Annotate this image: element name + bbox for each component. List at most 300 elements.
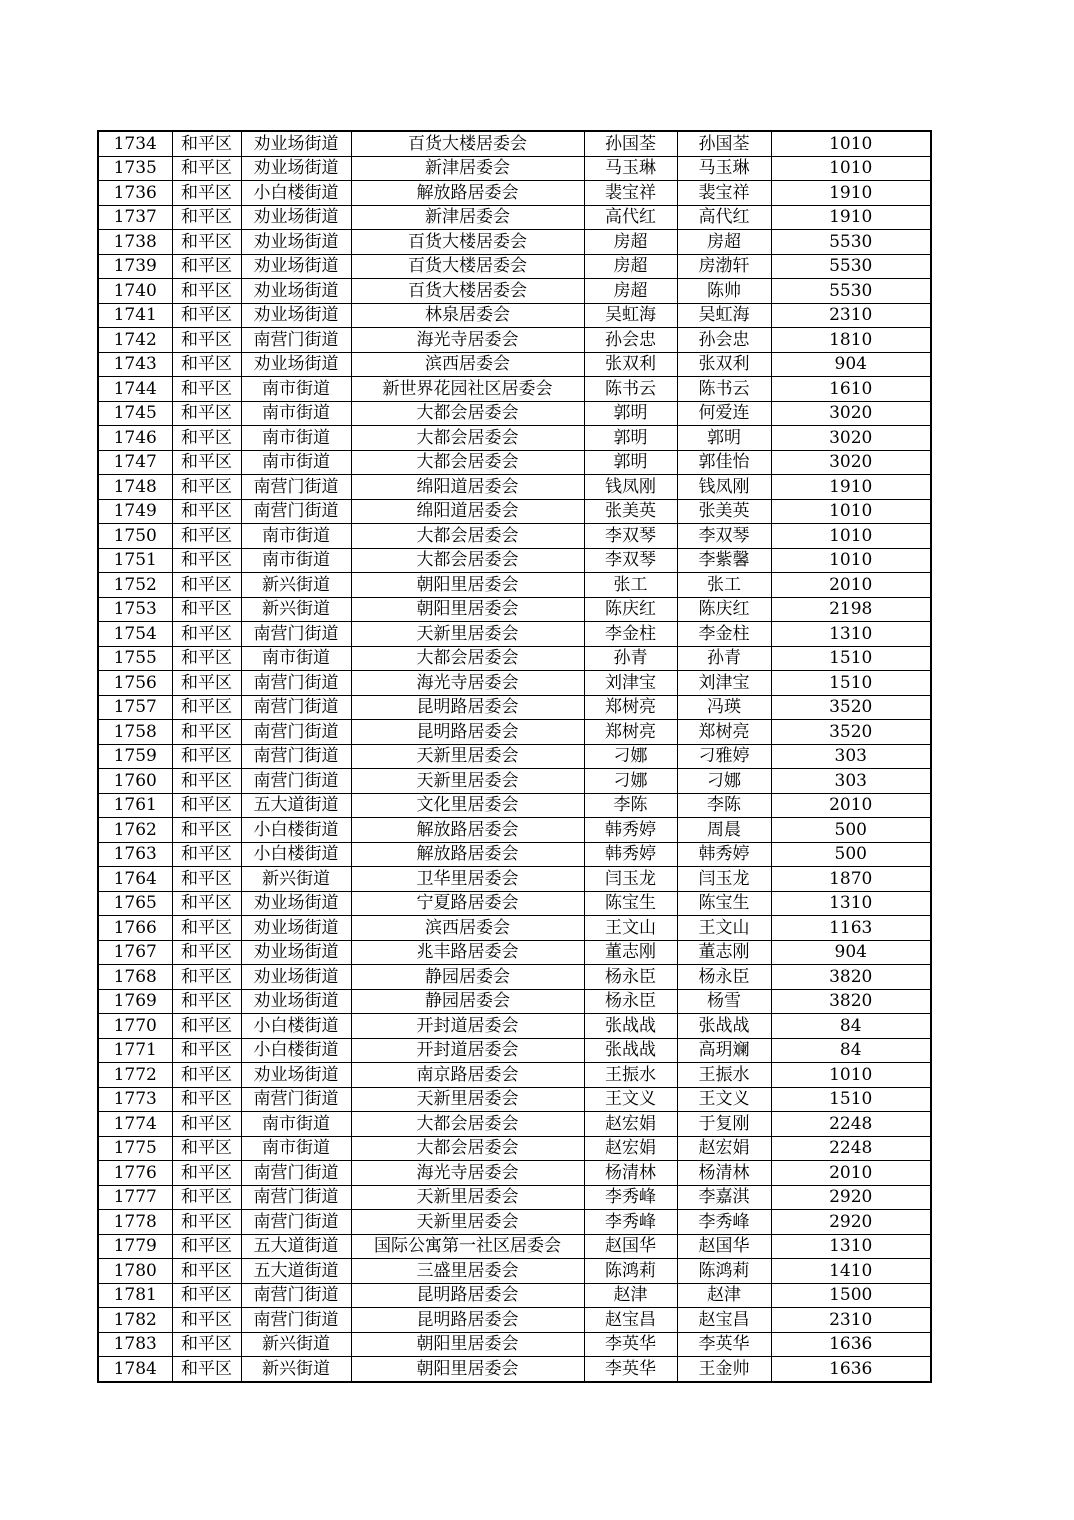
amount-cell: 1500 <box>771 1283 931 1308</box>
district-cell: 和平区 <box>172 769 241 794</box>
district-cell: 和平区 <box>172 622 241 647</box>
street-cell: 南市街道 <box>241 524 351 549</box>
applicant-cell: 马玉琳 <box>584 156 677 181</box>
row-number-cell: 1776 <box>98 1161 172 1186</box>
member-cell: 陈帅 <box>677 279 771 304</box>
table-row <box>98 793 931 818</box>
committee-cell: 大都会居委会 <box>351 450 584 475</box>
member-cell: 李英华 <box>677 1332 771 1357</box>
district-cell: 和平区 <box>172 328 241 353</box>
street-cell: 南市街道 <box>241 646 351 671</box>
district-cell: 和平区 <box>172 916 241 941</box>
street-cell: 小白楼街道 <box>241 181 351 206</box>
committee-cell: 新津居委会 <box>351 205 584 230</box>
member-cell: 冯瑛 <box>677 695 771 720</box>
committee-cell: 绵阳道居委会 <box>351 475 584 500</box>
table-row <box>98 1259 931 1284</box>
member-cell: 孙青 <box>677 646 771 671</box>
row-number-cell: 1752 <box>98 573 172 598</box>
table-row <box>98 1063 931 1088</box>
committee-cell: 滨西居委会 <box>351 916 584 941</box>
district-cell: 和平区 <box>172 1308 241 1333</box>
table-row <box>98 426 931 451</box>
amount-cell: 1310 <box>771 622 931 647</box>
committee-cell: 百货大楼居委会 <box>351 254 584 279</box>
committee-cell: 三盛里居委会 <box>351 1259 584 1284</box>
committee-cell: 大都会居委会 <box>351 426 584 451</box>
table-row <box>98 1210 931 1235</box>
amount-cell: 500 <box>771 818 931 843</box>
table-row <box>98 377 931 402</box>
table-row <box>98 867 931 892</box>
member-cell: 王振水 <box>677 1063 771 1088</box>
applicant-cell: 赵宝昌 <box>584 1308 677 1333</box>
row-number-cell: 1781 <box>98 1283 172 1308</box>
street-cell: 新兴街道 <box>241 1357 351 1382</box>
member-cell: 李双琴 <box>677 524 771 549</box>
row-number-cell: 1757 <box>98 695 172 720</box>
applicant-cell: 韩秀婷 <box>584 842 677 867</box>
table-row <box>98 989 931 1014</box>
street-cell: 南市街道 <box>241 426 351 451</box>
row-number-cell: 1768 <box>98 965 172 990</box>
table-row <box>98 818 931 843</box>
amount-cell: 5530 <box>771 279 931 304</box>
street-cell: 南营门街道 <box>241 695 351 720</box>
amount-cell: 2310 <box>771 1308 931 1333</box>
district-cell: 和平区 <box>172 573 241 598</box>
applicant-cell: 裴宝祥 <box>584 181 677 206</box>
row-number-cell: 1767 <box>98 940 172 965</box>
street-cell: 劝业场街道 <box>241 230 351 255</box>
amount-cell: 1810 <box>771 328 931 353</box>
table-row <box>98 916 931 941</box>
member-cell: 吴虹海 <box>677 303 771 328</box>
committee-cell: 百货大楼居委会 <box>351 131 584 156</box>
district-cell: 和平区 <box>172 303 241 328</box>
district-cell: 和平区 <box>172 695 241 720</box>
table-row <box>98 1112 931 1137</box>
amount-cell: 3520 <box>771 720 931 745</box>
applicant-cell: 赵国华 <box>584 1234 677 1259</box>
row-number-cell: 1766 <box>98 916 172 941</box>
row-number-cell: 1743 <box>98 352 172 377</box>
committee-cell: 百货大楼居委会 <box>351 279 584 304</box>
row-number-cell: 1756 <box>98 671 172 696</box>
district-cell: 和平区 <box>172 254 241 279</box>
committee-cell: 昆明路居委会 <box>351 695 584 720</box>
row-number-cell: 1783 <box>98 1332 172 1357</box>
district-cell: 和平区 <box>172 1112 241 1137</box>
row-number-cell: 1784 <box>98 1357 172 1382</box>
amount-cell: 1010 <box>771 499 931 524</box>
district-cell: 和平区 <box>172 1357 241 1382</box>
applicant-cell: 陈鸿莉 <box>584 1259 677 1284</box>
street-cell: 南市街道 <box>241 401 351 426</box>
amount-cell: 1010 <box>771 131 931 156</box>
district-cell: 和平区 <box>172 1259 241 1284</box>
member-cell: 王文义 <box>677 1087 771 1112</box>
street-cell: 南营门街道 <box>241 622 351 647</box>
amount-cell: 1410 <box>771 1259 931 1284</box>
row-number-cell: 1782 <box>98 1308 172 1333</box>
member-cell: 房超 <box>677 230 771 255</box>
table-row <box>98 940 931 965</box>
committee-cell: 朝阳里居委会 <box>351 597 584 622</box>
amount-cell: 1510 <box>771 646 931 671</box>
member-cell: 赵国华 <box>677 1234 771 1259</box>
committee-cell: 开封道居委会 <box>351 1038 584 1063</box>
street-cell: 劝业场街道 <box>241 205 351 230</box>
street-cell: 南营门街道 <box>241 1161 351 1186</box>
table-row <box>98 548 931 573</box>
table-row <box>98 475 931 500</box>
street-cell: 劝业场街道 <box>241 279 351 304</box>
street-cell: 劝业场街道 <box>241 989 351 1014</box>
amount-cell: 5530 <box>771 230 931 255</box>
amount-cell: 1510 <box>771 671 931 696</box>
applicant-cell: 赵津 <box>584 1283 677 1308</box>
street-cell: 南营门街道 <box>241 1283 351 1308</box>
applicant-cell: 赵宏娟 <box>584 1136 677 1161</box>
member-cell: 裴宝祥 <box>677 181 771 206</box>
district-cell: 和平区 <box>172 499 241 524</box>
table-row <box>98 573 931 598</box>
table-row <box>98 499 931 524</box>
committee-cell: 静园居委会 <box>351 965 584 990</box>
member-cell: 赵宝昌 <box>677 1308 771 1333</box>
street-cell: 新兴街道 <box>241 1332 351 1357</box>
amount-cell: 2310 <box>771 303 931 328</box>
committee-cell: 大都会居委会 <box>351 401 584 426</box>
row-number-cell: 1760 <box>98 769 172 794</box>
amount-cell: 904 <box>771 940 931 965</box>
committee-cell: 滨西居委会 <box>351 352 584 377</box>
row-number-cell: 1739 <box>98 254 172 279</box>
table-row <box>98 205 931 230</box>
row-number-cell: 1765 <box>98 891 172 916</box>
amount-cell: 2920 <box>771 1210 931 1235</box>
amount-cell: 2248 <box>771 1136 931 1161</box>
table-row <box>98 156 931 181</box>
amount-cell: 1010 <box>771 524 931 549</box>
district-cell: 和平区 <box>172 1332 241 1357</box>
amount-cell: 1636 <box>771 1357 931 1382</box>
street-cell: 南营门街道 <box>241 1185 351 1210</box>
applicant-cell: 房超 <box>584 254 677 279</box>
street-cell: 新兴街道 <box>241 597 351 622</box>
member-cell: 赵宏娟 <box>677 1136 771 1161</box>
member-cell: 刁娜 <box>677 769 771 794</box>
amount-cell: 84 <box>771 1038 931 1063</box>
applicant-cell: 杨永臣 <box>584 965 677 990</box>
member-cell: 李秀峰 <box>677 1210 771 1235</box>
amount-cell: 1636 <box>771 1332 931 1357</box>
committee-cell: 大都会居委会 <box>351 646 584 671</box>
applicant-cell: 王文义 <box>584 1087 677 1112</box>
amount-cell: 2198 <box>771 597 931 622</box>
district-cell: 和平区 <box>172 1161 241 1186</box>
street-cell: 劝业场街道 <box>241 940 351 965</box>
member-cell: 钱凤刚 <box>677 475 771 500</box>
street-cell: 南营门街道 <box>241 328 351 353</box>
member-cell: 陈书云 <box>677 377 771 402</box>
committee-cell: 海光寺居委会 <box>351 328 584 353</box>
applicant-cell: 陈庆红 <box>584 597 677 622</box>
amount-cell: 1910 <box>771 205 931 230</box>
table-row <box>98 1185 931 1210</box>
table-row <box>98 842 931 867</box>
applicant-cell: 李双琴 <box>584 548 677 573</box>
district-cell: 和平区 <box>172 940 241 965</box>
member-cell: 郑树亮 <box>677 720 771 745</box>
row-number-cell: 1773 <box>98 1087 172 1112</box>
table-row <box>98 230 931 255</box>
row-number-cell: 1744 <box>98 377 172 402</box>
committee-cell: 天新里居委会 <box>351 1210 584 1235</box>
member-cell: 于复刚 <box>677 1112 771 1137</box>
street-cell: 南市街道 <box>241 1112 351 1137</box>
district-cell: 和平区 <box>172 1283 241 1308</box>
amount-cell: 3520 <box>771 695 931 720</box>
member-cell: 何爱连 <box>677 401 771 426</box>
committee-cell: 天新里居委会 <box>351 1185 584 1210</box>
committee-cell: 天新里居委会 <box>351 769 584 794</box>
committee-cell: 朝阳里居委会 <box>351 573 584 598</box>
amount-cell: 1610 <box>771 377 931 402</box>
street-cell: 南市街道 <box>241 548 351 573</box>
district-cell: 和平区 <box>172 352 241 377</box>
amount-cell: 1910 <box>771 475 931 500</box>
applicant-cell: 郑树亮 <box>584 695 677 720</box>
member-cell: 杨清林 <box>677 1161 771 1186</box>
applicant-cell: 董志刚 <box>584 940 677 965</box>
street-cell: 南市街道 <box>241 1136 351 1161</box>
applicant-cell: 李英华 <box>584 1357 677 1382</box>
applicant-cell: 王文山 <box>584 916 677 941</box>
committee-cell: 天新里居委会 <box>351 1087 584 1112</box>
row-number-cell: 1751 <box>98 548 172 573</box>
applicant-cell: 房超 <box>584 230 677 255</box>
amount-cell: 3020 <box>771 426 931 451</box>
amount-cell: 1310 <box>771 1234 931 1259</box>
committee-cell: 静园居委会 <box>351 989 584 1014</box>
row-number-cell: 1780 <box>98 1259 172 1284</box>
committee-cell: 新津居委会 <box>351 156 584 181</box>
street-cell: 劝业场街道 <box>241 156 351 181</box>
district-cell: 和平区 <box>172 1087 241 1112</box>
district-cell: 和平区 <box>172 671 241 696</box>
committee-cell: 大都会居委会 <box>351 1136 584 1161</box>
district-cell: 和平区 <box>172 720 241 745</box>
row-number-cell: 1770 <box>98 1014 172 1039</box>
amount-cell: 3020 <box>771 450 931 475</box>
table-row <box>98 744 931 769</box>
table-row <box>98 891 931 916</box>
district-cell: 和平区 <box>172 156 241 181</box>
applicant-cell: 张双利 <box>584 352 677 377</box>
table-row <box>98 1087 931 1112</box>
table-row <box>98 1283 931 1308</box>
member-cell: 张美英 <box>677 499 771 524</box>
street-cell: 小白楼街道 <box>241 842 351 867</box>
committee-cell: 大都会居委会 <box>351 548 584 573</box>
street-cell: 劝业场街道 <box>241 352 351 377</box>
street-cell: 劝业场街道 <box>241 254 351 279</box>
member-cell: 刘津宝 <box>677 671 771 696</box>
member-cell: 高玥斓 <box>677 1038 771 1063</box>
district-cell: 和平区 <box>172 548 241 573</box>
committee-cell: 南京路居委会 <box>351 1063 584 1088</box>
applicant-cell: 郑树亮 <box>584 720 677 745</box>
street-cell: 新兴街道 <box>241 573 351 598</box>
applicant-cell: 刘津宝 <box>584 671 677 696</box>
street-cell: 新兴街道 <box>241 867 351 892</box>
committee-cell: 解放路居委会 <box>351 842 584 867</box>
row-number-cell: 1779 <box>98 1234 172 1259</box>
data-table <box>97 130 932 1383</box>
row-number-cell: 1738 <box>98 230 172 255</box>
applicant-cell: 钱凤刚 <box>584 475 677 500</box>
applicant-cell: 张美英 <box>584 499 677 524</box>
member-cell: 刁雅婷 <box>677 744 771 769</box>
committee-cell: 开封道居委会 <box>351 1014 584 1039</box>
district-cell: 和平区 <box>172 793 241 818</box>
applicant-cell: 杨永臣 <box>584 989 677 1014</box>
row-number-cell: 1746 <box>98 426 172 451</box>
applicant-cell: 郭明 <box>584 401 677 426</box>
row-number-cell: 1778 <box>98 1210 172 1235</box>
amount-cell: 1010 <box>771 1063 931 1088</box>
member-cell: 杨雪 <box>677 989 771 1014</box>
member-cell: 闫玉龙 <box>677 867 771 892</box>
member-cell: 房渤轩 <box>677 254 771 279</box>
street-cell: 五大道街道 <box>241 793 351 818</box>
table-row <box>98 181 931 206</box>
member-cell: 杨永臣 <box>677 965 771 990</box>
committee-cell: 天新里居委会 <box>351 744 584 769</box>
applicant-cell: 李金柱 <box>584 622 677 647</box>
row-number-cell: 1749 <box>98 499 172 524</box>
street-cell: 劝业场街道 <box>241 965 351 990</box>
member-cell: 陈宝生 <box>677 891 771 916</box>
street-cell: 劝业场街道 <box>241 1063 351 1088</box>
street-cell: 南营门街道 <box>241 1087 351 1112</box>
applicant-cell: 郭明 <box>584 426 677 451</box>
row-number-cell: 1736 <box>98 181 172 206</box>
applicant-cell: 刁娜 <box>584 769 677 794</box>
applicant-cell: 李英华 <box>584 1332 677 1357</box>
district-cell: 和平区 <box>172 989 241 1014</box>
row-number-cell: 1750 <box>98 524 172 549</box>
amount-cell: 2248 <box>771 1112 931 1137</box>
district-cell: 和平区 <box>172 205 241 230</box>
amount-cell: 2010 <box>771 573 931 598</box>
row-number-cell: 1763 <box>98 842 172 867</box>
street-cell: 南营门街道 <box>241 744 351 769</box>
amount-cell: 2010 <box>771 1161 931 1186</box>
district-cell: 和平区 <box>172 475 241 500</box>
row-number-cell: 1748 <box>98 475 172 500</box>
applicant-cell: 刁娜 <box>584 744 677 769</box>
row-number-cell: 1740 <box>98 279 172 304</box>
district-cell: 和平区 <box>172 842 241 867</box>
street-cell: 南营门街道 <box>241 1308 351 1333</box>
table-row <box>98 401 931 426</box>
applicant-cell: 李双琴 <box>584 524 677 549</box>
amount-cell: 2010 <box>771 793 931 818</box>
member-cell: 李陈 <box>677 793 771 818</box>
table-row <box>98 965 931 990</box>
amount-cell: 84 <box>771 1014 931 1039</box>
district-cell: 和平区 <box>172 1038 241 1063</box>
table-row <box>98 671 931 696</box>
applicant-cell: 李秀峰 <box>584 1210 677 1235</box>
row-number-cell: 1742 <box>98 328 172 353</box>
member-cell: 孙会忠 <box>677 328 771 353</box>
district-cell: 和平区 <box>172 965 241 990</box>
row-number-cell: 1759 <box>98 744 172 769</box>
table-row <box>98 1014 931 1039</box>
table-row <box>98 254 931 279</box>
table-row <box>98 597 931 622</box>
applicant-cell: 王振水 <box>584 1063 677 1088</box>
district-cell: 和平区 <box>172 744 241 769</box>
district-cell: 和平区 <box>172 1185 241 1210</box>
street-cell: 劝业场街道 <box>241 891 351 916</box>
street-cell: 劝业场街道 <box>241 303 351 328</box>
row-number-cell: 1758 <box>98 720 172 745</box>
table-row <box>98 720 931 745</box>
street-cell: 小白楼街道 <box>241 1038 351 1063</box>
committee-cell: 海光寺居委会 <box>351 1161 584 1186</box>
table-row <box>98 1357 931 1382</box>
applicant-cell: 陈宝生 <box>584 891 677 916</box>
amount-cell: 303 <box>771 769 931 794</box>
member-cell: 张战战 <box>677 1014 771 1039</box>
amount-cell: 1010 <box>771 156 931 181</box>
table-row <box>98 131 931 156</box>
member-cell: 陈庆红 <box>677 597 771 622</box>
amount-cell: 3020 <box>771 401 931 426</box>
district-cell: 和平区 <box>172 450 241 475</box>
member-cell: 马玉琳 <box>677 156 771 181</box>
amount-cell: 1910 <box>771 181 931 206</box>
district-cell: 和平区 <box>172 131 241 156</box>
applicant-cell: 赵宏娟 <box>584 1112 677 1137</box>
committee-cell: 新世界花园社区居委会 <box>351 377 584 402</box>
committee-cell: 百货大楼居委会 <box>351 230 584 255</box>
table-body <box>98 131 931 1382</box>
row-number-cell: 1771 <box>98 1038 172 1063</box>
table-row <box>98 1332 931 1357</box>
district-cell: 和平区 <box>172 279 241 304</box>
row-number-cell: 1775 <box>98 1136 172 1161</box>
committee-cell: 昆明路居委会 <box>351 1308 584 1333</box>
amount-cell: 904 <box>771 352 931 377</box>
member-cell: 孙国荃 <box>677 131 771 156</box>
table-row <box>98 1161 931 1186</box>
table-row <box>98 524 931 549</box>
street-cell: 南营门街道 <box>241 499 351 524</box>
committee-cell: 大都会居委会 <box>351 1112 584 1137</box>
committee-cell: 天新里居委会 <box>351 622 584 647</box>
member-cell: 张双利 <box>677 352 771 377</box>
district-cell: 和平区 <box>172 1234 241 1259</box>
amount-cell: 1510 <box>771 1087 931 1112</box>
committee-cell: 昆明路居委会 <box>351 720 584 745</box>
committee-cell: 文化里居委会 <box>351 793 584 818</box>
